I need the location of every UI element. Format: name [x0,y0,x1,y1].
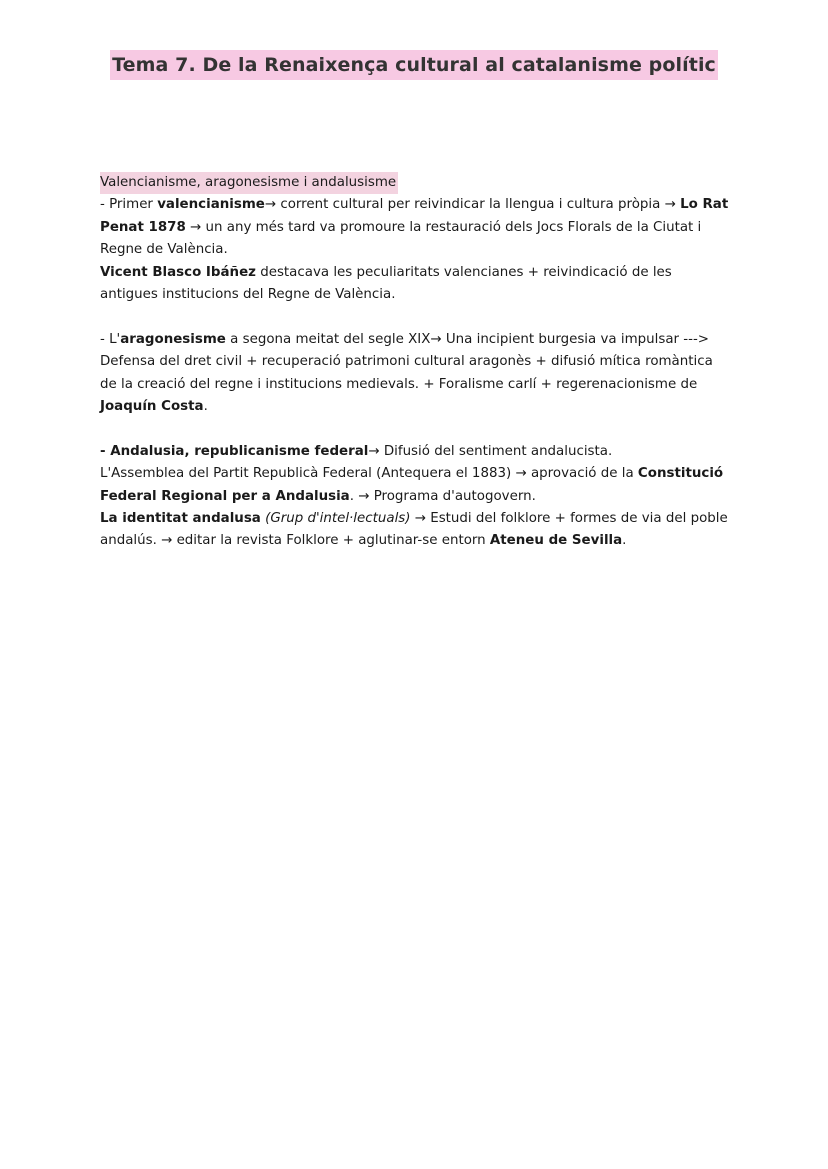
valencianisme-paragraph [100,194,730,261]
bold-term: valencianisme [157,197,265,213]
spacer [100,306,730,328]
section-heading: Valencianisme, aragonesisme i andalusisme [100,172,398,194]
aragonesisme-paragraph [100,329,730,419]
blasco-ibanez-paragraph [100,262,730,307]
text: → Estudi del folklore + formes de via del poble andalús. → editar la revista Folklore + aglutinar-se entorn [100,511,728,549]
text: → Difusió del sentiment andalucista. [368,443,613,459]
text: - Primer [100,197,158,213]
text: . → Programa d'autogovern. [349,488,536,504]
text: → corrent cultural per reivindicar la llengua i cultura pròpia → [264,197,681,213]
text: destacava les peculiaritats valencianes + reivindicació de les antigues institucions del Regne de València. [100,264,672,303]
text: . [622,533,627,549]
bold-term: Constitució Federal Regional per a Andalusia [100,466,724,504]
assemblea-paragraph [100,463,730,508]
bold-term: Joaquín Costa [100,399,204,415]
bold-term: Ateneu de Sevilla [489,533,623,549]
document-body [100,172,730,553]
bold-term: aragonesisme [120,331,226,347]
spacer [100,418,730,440]
bold-term: Lo Rat Penat 1878 [100,197,729,235]
text: a segona meitat del segle XIX→ Una incipient burgesia va impulsar ---> Defensa del dret civil + recuperació patrimoni cultural aragonès + difusió mítica romàntica de la creació del regne i institucions medievals. + Foralisme carlí + regerenacionisme de [100,331,713,392]
text: L'Assemblea del Partit Republicà Federal (Antequera el 1883) → aprovació de la [100,466,638,482]
page-title: Tema 7. De la Renaixença cultural al catalanisme polític [110,50,718,80]
text: . [203,399,208,415]
text: - L' [100,331,121,347]
italic-text: (Grup d'intel·lectuals) [260,511,411,527]
bold-term: La identitat andalusa [100,511,261,527]
identitat-paragraph [100,508,730,553]
title-container [0,50,828,80]
bold-term: - Andalusia, republicanisme federal [100,443,369,459]
bold-term: Vicent Blasco Ibáñez [100,264,256,280]
text: → un any més tard va promoure la restauració dels Jocs Florals de la Ciutat i Regne de València. [100,219,702,258]
andalusia-paragraph [100,441,730,463]
